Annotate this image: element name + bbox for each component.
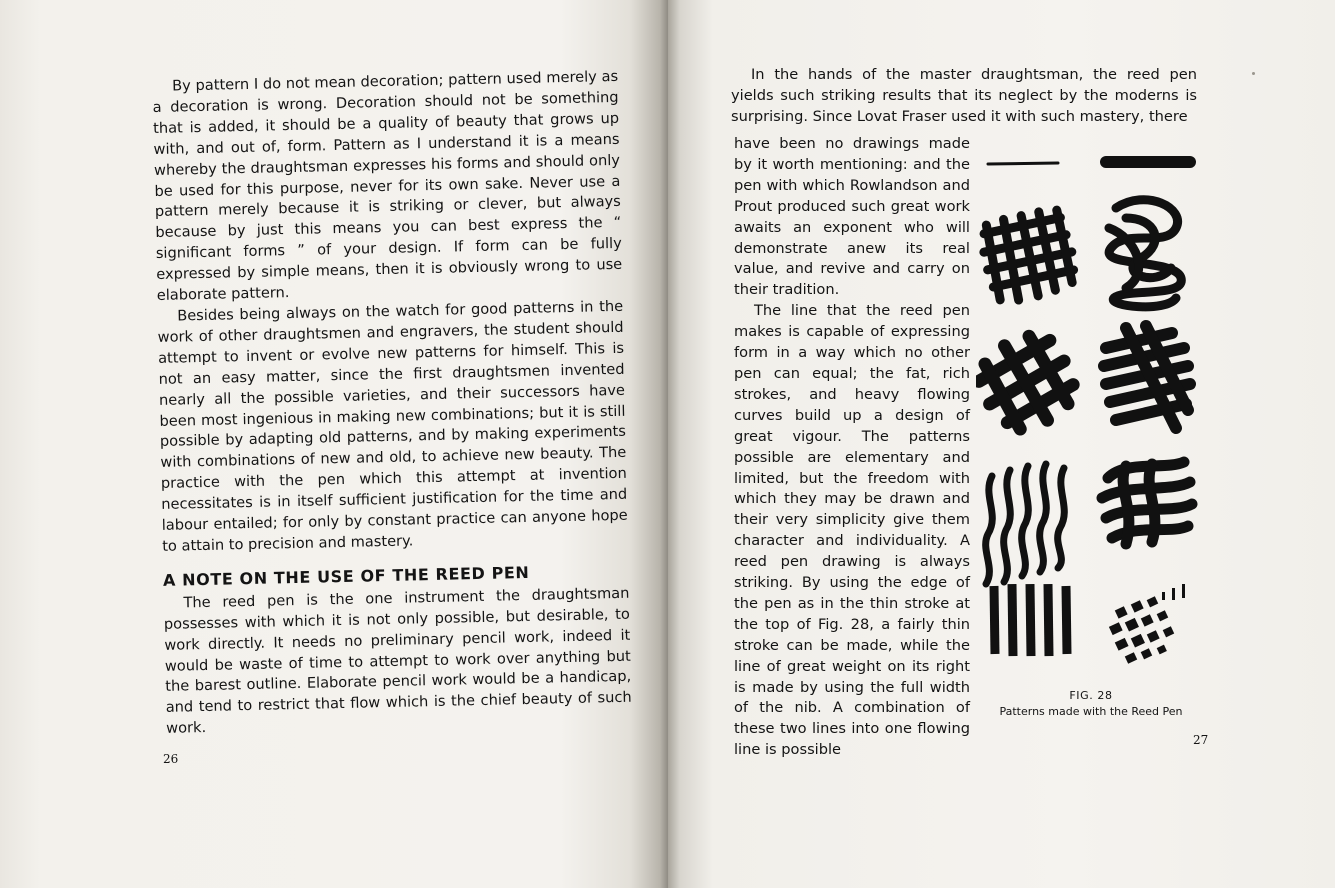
right-text-column <box>734 134 970 761</box>
scribble-pattern <box>1109 200 1181 307</box>
section-heading: A NOTE ON THE USE OF THE REED PEN <box>162 562 530 590</box>
right-page <box>668 0 1335 888</box>
wavy-lines-pattern <box>986 464 1065 584</box>
curved-basket-pattern <box>1102 462 1192 544</box>
figure-28-patterns <box>976 148 1206 678</box>
paragraph: Besides being always on the watch for good patterns in the work of other draughtsmen and engravers, the student should attempt to invent or evolve new patterns for himself. This is not an easy matter, since the first draughtsmen invented nearly all the possible varieties, and their successors have been most ingenious in making new combinations; but it is still possible by adapting old patterns, and by making experiments with combinations of new and old, to achieve new beauty. The practice with the pen which this attempt at invention necessitates is in itself sufficient justification for the time and labour entailed; for only by constant practice can anyone hope to attain to precision and mastery. <box>157 297 628 555</box>
page-number-left: 26 <box>163 752 179 766</box>
diagonal-hatch-pattern <box>1104 326 1190 428</box>
bold-crosshatch-pattern <box>976 324 1086 441</box>
paragraph: have been no drawings made by it worth mentioning: and the pen with which Rowlandson and Prout produced such great work awaits an exponent who will demonstrate anew its real value, and revive and carry on their tradition. <box>734 135 970 299</box>
paragraph: In the hands of the master draughtsman, the reed pen yields such striking results that its neglect by the moderns is surprising. Since Lovat Fraser used it with such mastery, there <box>731 66 1197 125</box>
thin-stroke <box>988 163 1058 164</box>
crosshatch-grid-pattern <box>978 207 1079 305</box>
reed-pen-pattern-illustration <box>976 148 1206 678</box>
paragraph: The reed pen is the one instrument the draughtsman possesses with which it is not only possible, but desirable, to work directly. It needs no preliminary pencil work, indeed it would be waste of time to attempt to work over anything but the barest outline. Elaborate pencil work would be a handicap, and tend to restrict that flow which is the chief beauty of such work. <box>163 584 632 738</box>
figure-caption-text: Patterns made with the Reed Pen <box>999 705 1183 718</box>
paragraph: By pattern I do not mean decoration; pattern used merely as a decoration is wrong. Decoration should not be something that is added, it should be a quality of beauty that grows up with, and out of, form. Pattern as I understand it is a means whereby the draughtsman expresses his forms and should only be used for this purpose, never for its own sake. Never use a pattern merely because it is striking or clever, but always because by just this means you can best express the “ significant forms ” of your design. If form can be fully expressed by simple means, then it is obviously wrong to use elaborate pattern. <box>152 67 623 305</box>
broken-check-pattern <box>1109 584 1185 664</box>
left-text-column <box>152 67 632 740</box>
paragraph: The line that the reed pen makes is capable of expressing form in a way which no other pen can equal; the fat, rich strokes, and heavy flowing curves build up a design of great vigour. The patterns possible are elementary and limited, but the freedom with which they may be drawn and their very simplicity give them character and individuality. A reed pen drawing is always striking. By using the edge of the pen as in the thin stroke at the top of Fig. 28, a fairly thin stroke can be made, while the line of great weight on its right is made by using the full width of the nib. A combination of these two lines into one flowing line is possible <box>734 302 970 759</box>
right-top-text <box>731 65 1197 128</box>
vertical-bars-pattern <box>994 584 1067 656</box>
page-number-right: 27 <box>1193 733 1209 747</box>
figure-label: FIG. 28 <box>1069 689 1113 702</box>
paper-speck <box>1252 72 1255 75</box>
figure-caption <box>986 688 1196 720</box>
